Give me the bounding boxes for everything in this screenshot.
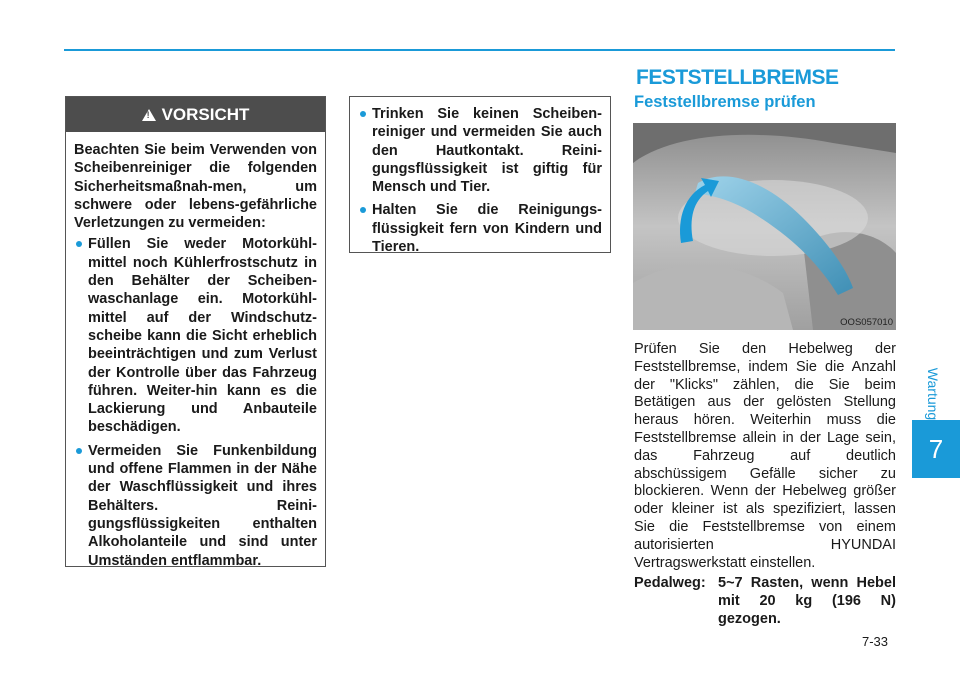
caution-continued-item: Trinken Sie keinen Scheiben-reiniger und vermeiden Sie auch den Hautkontakt. Reini-gungsflüssigkeit ist giftig für Mensch und Tier.: [358, 105, 602, 196]
body-paragraph: Prüfen Sie den Hebelweg der Feststellbremse, indem Sie die Anzahl der "Klicks" zählen, die Sie beim Betätigen aus der gelösten Stellung heraus hören. Weiterhin muss die Feststellbremse allein in der Lage sein, das Fahrzeug auf deutlich abschüssigem Gefälle sicher zu blockieren. Wenn der Hebelweg größer oder kleiner ist als spezifiziert, lassen Sie die Feststellbremse von einem autorisierten HYUNDAI Vertragswerkstatt einstellen.: [634, 341, 896, 571]
pedal-value: 5~7 Rasten, wenn Hebel mit 20 kg (196 N) gezogen.: [718, 575, 896, 627]
caution-item: Vermeiden Sie Funkenbildung und offene Flammen in der Nähe der Waschflüssigkeit und ihres Behälters. Reini-gungsflüssigkeiten enthalten Alkoholanteile und sind unter Umständen entflammbar.: [74, 442, 317, 570]
caution-heading: VORSICHT: [161, 104, 250, 124]
caution-box: [65, 96, 326, 567]
header-rule: [64, 49, 895, 51]
pedal-label: Pedalweg:: [634, 575, 706, 591]
pedal-spec: [634, 575, 896, 628]
caution-header: [66, 97, 325, 132]
page-number: 7-33: [862, 634, 889, 649]
caution-continued-body: [350, 97, 610, 256]
caution-continued-item: Halten Sie die Reinigungs-flüssigkeit fern von Kindern und Tieren.: [358, 201, 602, 256]
caution-continued-list: [358, 105, 602, 256]
chapter-side-label-text: Wartung: [925, 367, 941, 421]
parking-brake-illustration: [633, 123, 896, 330]
section-title: FESTSTELLBREMSE: [636, 66, 839, 89]
caution-box-continued: [349, 96, 611, 256]
warning-triangle-icon: [142, 109, 156, 121]
image-code: OOS057010: [840, 317, 893, 328]
caution-item: Füllen Sie weder Motorkühl-mittel noch Kühlerfrostschutz in den Behälter der Scheiben-waschanlage ein. Motorkühl-mittel auf der Windschutz-scheibe kann die Sicht erheblich beeinträchtigen und zum Verlust der Kontrolle über das Fahrzeug führen. Weiter-hin kann es die Lackierung und Anbauteile beschädigen.: [74, 235, 317, 436]
caution-list: [74, 235, 317, 569]
parking-brake-photo: [633, 123, 896, 330]
caution-intro: Beachten Sie beim Verwenden von Scheibenreiniger die folgenden Sicherheitsmaßnah-men, um schwere oder lebens-gefährliche Verletzungen zu vermeiden:: [74, 142, 317, 232]
chapter-tab: 7: [912, 420, 960, 478]
caution-body: [66, 132, 325, 570]
subsection-title: Feststellbremse prüfen: [634, 93, 816, 111]
